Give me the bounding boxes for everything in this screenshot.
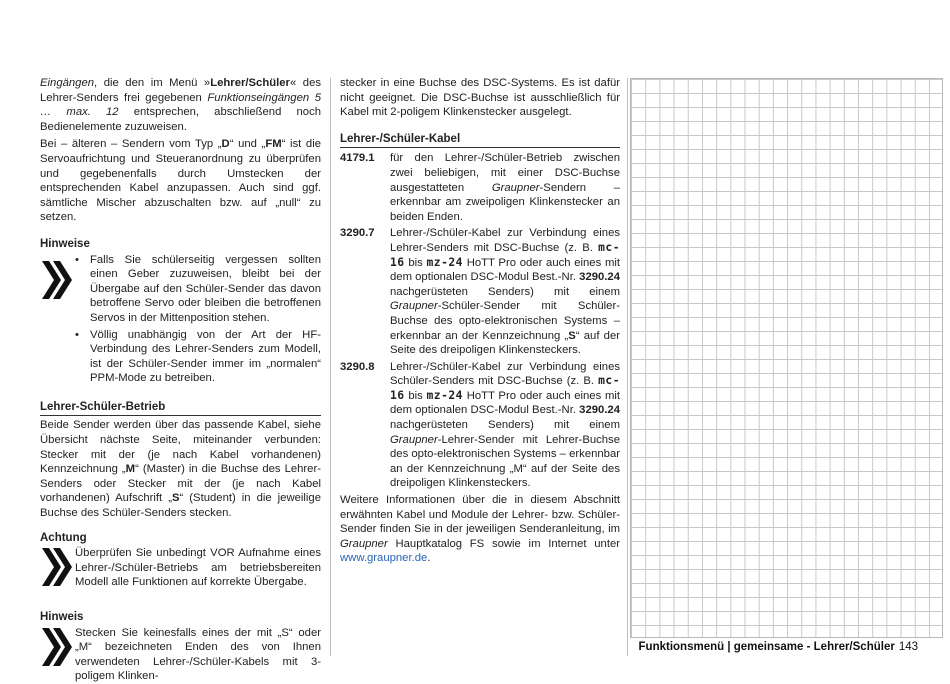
brand-mz24: mz-24 (426, 388, 463, 402)
page-footer (639, 641, 918, 653)
hinweis-heading: Hinweis (40, 611, 84, 623)
article-number: 3290.7 (340, 227, 375, 240)
middle-column (340, 76, 620, 566)
footer-section-title: Funktionsmenü | gemeinsame - Lehrer/Schüler (638, 641, 895, 653)
intro-paragraph-1: Eingängen, die den im Menü »Lehrer/Schüler« des Lehrer-Senders frei gegebenen Funktionseingängen 5 … max. 12 entsprechen, abschließend noch Bedienelemente zuzuweisen. (40, 77, 321, 133)
double-chevron-icon (40, 626, 72, 668)
hinweise-item-1: • Falls Sie schülerseitig vergessen sollten einen Geber zuzuweisen, bleibt bei der Übergabe auf den Schüler-Sender das davon betroffene Servo oder bleiben die betroffenen Servos in der Mittenposition stehen. (75, 253, 321, 326)
brand-mz24: mz-24 (426, 255, 463, 269)
betrieb-heading: Lehrer-Schüler-Betrieb (40, 400, 321, 417)
achtung-note: Überprüfen Sie unbedingt VOR Aufnahme eines Lehrer-/Schüler-Betriebs am betriebsbereiten Modell alle Funktionen auf korrekte Übergabe. (40, 546, 321, 590)
outro-paragraph: Weitere Informationen über die in diesem Abschnitt erwähnten Kabel und Module der Lehrer- bzw. Schüler-Sender finden Sie in der jeweiligen Senderanleitung, im Graupner Hauptkatalog FS sowie im Internet unter www.graupner.de. (340, 494, 620, 565)
intro-paragraph-2: Bei – älteren – Sendern vom Typ „D“ und „FM“ ist die Servoaufrichtung und Steueranordnung zu überprüfen und gegebenenfalls durch Umstecken der entsprechenden Kabel anzupassen. Auch sind ggf. sämtliche Mischer abzuschalten bzw. auf „null“ zu setzen. (40, 138, 321, 224)
column-divider (330, 78, 331, 656)
article-number: 3290.8 (340, 360, 375, 373)
article-3290-8: 3290.8 Lehrer-/Schüler-Kabel zur Verbindung eines Schüler-Senders mit DSC-Buchse (z. B. mc-16 bis mz-24 HoTT Pro oder auch eines mit dem optionalen DSC-Modul Best.-Nr. 3290.24 nachgerüsteten Senders) mit einem Graupner-Lehrer-Sender mit Lehrer-Buchse des opto-elektronischen Systems – erkennbar an der Kennzeichnung „M“ auf der Seite des dreipoligen Klinkensteckers. (340, 360, 621, 490)
graupner-link[interactable]: www.graupner.de (340, 552, 428, 565)
continued-paragraph: stecker in eine Buchse des DSC-Systems. Es ist dafür nicht geeignet. Die DSC-Buchse ist ausschließlich für Kabel mit 2-poligem Klinkenstecker ausgelegt. (340, 77, 620, 119)
double-chevron-icon (40, 546, 72, 588)
notes-grid (630, 78, 943, 638)
page-number: 143 (898, 641, 918, 653)
brand-mc16: mc-16 (390, 374, 620, 402)
hinweis-note: Stecken Sie keinesfalls eines der mit „S“ oder „M“ bezeichneten Enden des von Ihnen verwendeten Lehrer-/Schüler-Kabels mit 3-poligem Klinken- (40, 626, 321, 684)
hinweise-list (75, 253, 321, 386)
article-4179-1: 4179.1 für den Lehrer-/Schüler-Betrieb zwischen zwei beliebigen, mit einer DSC-Buchse ausgestatteten Graupner-Sendern – erkennbar am zweipoligen Klinkenstecker an beiden Enden. (340, 152, 620, 223)
column-divider-right (627, 78, 628, 656)
kabel-heading: Lehrer-/Schüler-Kabel (340, 132, 620, 149)
double-chevron-icon (40, 259, 72, 301)
article-3290-7: 3290.7 Lehrer-/Schüler-Kabel zur Verbindung eines Lehrer-Senders mit DSC-Buchse (z. B. mc-16 bis mz-24 HoTT Pro oder auch eines mit dem optionalen DSC-Modul Best.-Nr. 3290.24 nachgerüsteten Senders) mit einem Graupner-Schüler-Sender mit Schüler-Buchse des opto-elektronischen Systems – erkennbar an der Kennzeichnung „S“ auf der Seite des dreipoligen Klinkensteckers. (340, 227, 621, 357)
betrieb-paragraph: Beide Sender werden über das passende Kabel, siehe Übersicht nächste Seite, miteinander verbunden: Stecker mit der (je nach Kabel vorhandenen) Kennzeichnung „M“ (Master) in die Buchse des Lehrer-Senders oder Stecker mit der (je nach Kabel vorhandenen) Aufschrift „S“ (Student) in die jeweilige Buchse des Schüler-Senders stecken. (40, 419, 321, 520)
hinweise-note (40, 253, 321, 386)
achtung-heading: Achtung (40, 531, 87, 544)
article-number: 4179.1 (340, 152, 375, 165)
hinweise-item-2: • Völlig unabhängig von der Art der HF-Verbindung des Lehrer-Senders zum Modell, ist der Schüler-Sender immer im „normalen“ PPM-Mode zu betreiben. (75, 328, 321, 386)
hinweise-heading: Hinweise (40, 237, 90, 250)
left-column (40, 76, 321, 684)
brand-mc16: mc-16 (390, 240, 620, 269)
